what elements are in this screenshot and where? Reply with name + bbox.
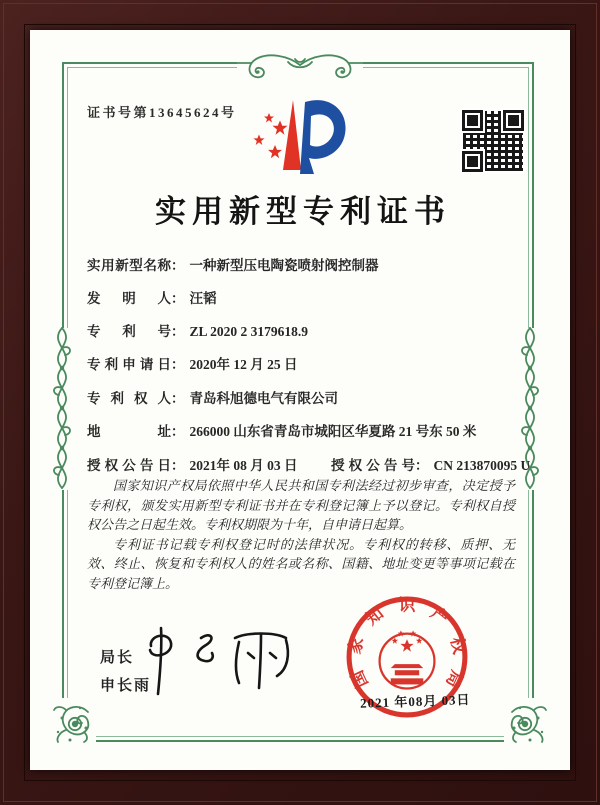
commissioner-signature-icon [135,626,315,698]
field-value: 266000 山东省青岛市城阳区华夏路 21 号东 50 米 [189,424,477,439]
commissioner-title: 局长 [100,649,135,666]
field-value: 青岛科旭德电气有限公司 [189,391,338,406]
qr-finder-top-left [462,110,483,131]
field-label: 专利申请日 [87,357,171,372]
certificate-title: 实用新型专利证书 [155,194,451,229]
field-row-filing-date [87,353,298,373]
field-row-inventor [87,287,217,307]
legal-text [87,476,515,593]
commissioner-name: 申长雨 [100,677,152,694]
colon: ： [171,391,185,406]
field-row-name [87,254,379,274]
qr-code [460,108,526,174]
certificate-number: 证书号第13645624号 [87,105,237,120]
grant-number-value: CN 213870095 U [433,458,531,473]
colon: ： [171,357,185,372]
field-label: 专利号 [87,324,171,339]
left-scroll-ornament-icon [44,318,80,500]
field-row-patentee [87,387,338,407]
colon: ： [415,458,429,473]
field-label: 实用新型名称 [87,258,171,273]
field-label: 专利权人 [87,391,171,406]
colon: ： [171,324,185,339]
colon: ： [171,258,185,273]
field-row-patent-number [87,320,308,340]
legal-paragraph-2: 专利证书记载专利权登记时的法律状况。专利权的转移、质押、无效、终止、恢复和专利权人的姓名或名称、国籍、地址变更等事项记载在专利登记簿上。 [87,536,515,591]
field-row-grant [87,454,531,474]
seal-date: 2021 年08月 03日 [359,691,471,711]
colon: ： [171,424,185,439]
field-label: 地址 [87,424,171,439]
qr-finder-top-right [503,110,524,131]
field-label: 发明人 [87,291,171,306]
seal-national-emblem-icon [380,630,435,688]
grant-number-label: 授权公告号 [331,458,415,473]
certificate-paper [30,30,570,770]
seal-char: 产 [427,603,452,629]
top-scroll-ornament-icon [225,50,375,86]
field-value: 2021年 08 月 03 日 [189,458,298,473]
field-value: 汪韬 [189,291,217,306]
grant-number-group [331,454,530,474]
field-label: 授权公告日 [87,458,171,473]
seal-char: 局 [442,667,467,691]
cnipa-logo-icon [247,96,353,176]
field-value: 2020年 12 月 25 日 [189,357,298,372]
colon: ： [171,291,185,306]
colon: ： [171,458,185,473]
seal-char: 权 [446,635,470,656]
seal-char: 识 [398,595,416,615]
field-value: 一种新型压电陶瓷喷射阀控制器 [189,258,379,273]
seal-char: 知 [362,603,387,629]
qr-finder-bottom-left [462,151,483,172]
field-row-address [87,420,476,440]
legal-paragraph-1: 国家知识产权局依照中华人民共和国专利法经过初步审查，决定授予专利权，颁发实用新型专利证书并在专利登记簿上予以登记。专利权自授权公告之日起生效。专利权期限为十年，自申请日起算。 [87,478,515,532]
field-value: ZL 2020 2 3179618.9 [189,324,309,339]
seal-char: 家 [344,635,368,656]
seal-char: 国 [347,667,372,691]
bottom-left-floral-icon [48,698,96,746]
